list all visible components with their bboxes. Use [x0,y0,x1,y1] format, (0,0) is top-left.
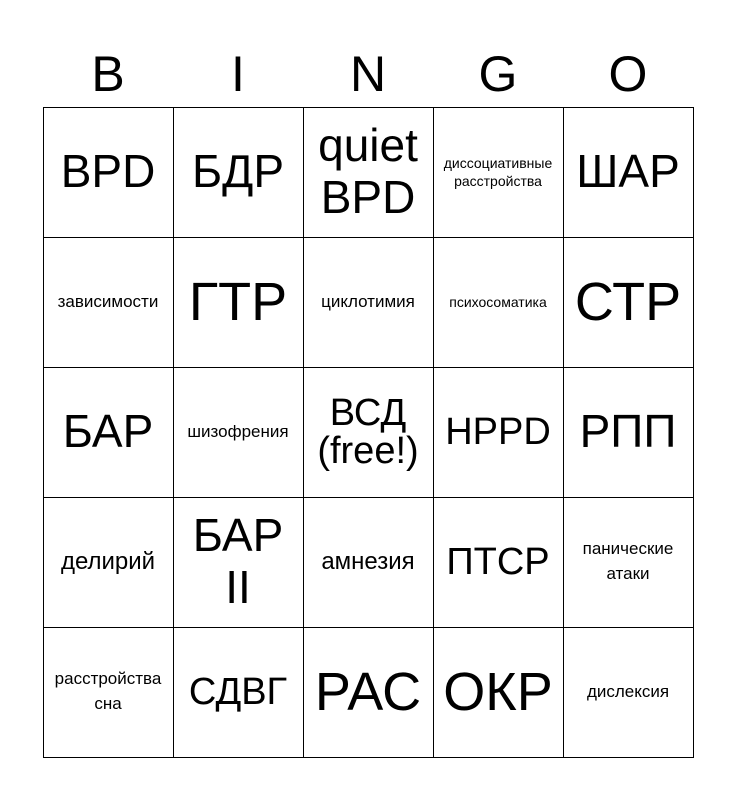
bingo-cell[interactable]: HPPD [433,367,564,498]
header-letter-i: I [231,46,245,102]
bingo-cell[interactable]: циклотимия [303,237,434,368]
bingo-cell[interactable]: РПП [563,367,694,498]
bingo-cell[interactable]: амнезия [303,497,434,628]
bingo-board [43,107,693,757]
header-letter-n: N [349,46,387,102]
bingo-cell[interactable]: ГТР [173,237,304,368]
bingo-cell[interactable]: ОКР [433,627,564,758]
bingo-cell[interactable]: СТР [563,237,694,368]
bingo-cell[interactable]: БАР [43,367,174,498]
bingo-cell[interactable]: делирий [43,497,174,628]
bingo-cell[interactable]: психосоматика [433,237,564,368]
bingo-cell[interactable]: зависимости [43,237,174,368]
bingo-cell[interactable]: расстройства сна [43,627,174,758]
bingo-cell free-cell[interactable]: ВСД (free!) [303,367,434,498]
bingo-cell[interactable]: РАС [303,627,434,758]
bingo-cell[interactable]: ШАР [563,107,694,238]
bingo-cell[interactable]: диссоциативные расстройства [433,107,564,238]
header-letter-o: O [608,46,648,102]
bingo-cell[interactable]: БАР II [173,497,304,628]
bingo-cell[interactable]: панические атаки [563,497,694,628]
header-letter-g: G [478,46,518,102]
bingo-cell[interactable]: СДВГ [173,627,304,758]
bingo-cell[interactable]: дислексия [563,627,694,758]
bingo-cell[interactable]: ПТСР [433,497,564,628]
bingo-cell[interactable]: BPD [43,107,174,238]
header-letter-b: B [91,46,125,102]
bingo-cell[interactable]: шизофрения [173,367,304,498]
bingo-header [43,40,693,108]
bingo-cell[interactable]: БДР [173,107,304,238]
bingo-cell[interactable]: quiet BPD [303,107,434,238]
